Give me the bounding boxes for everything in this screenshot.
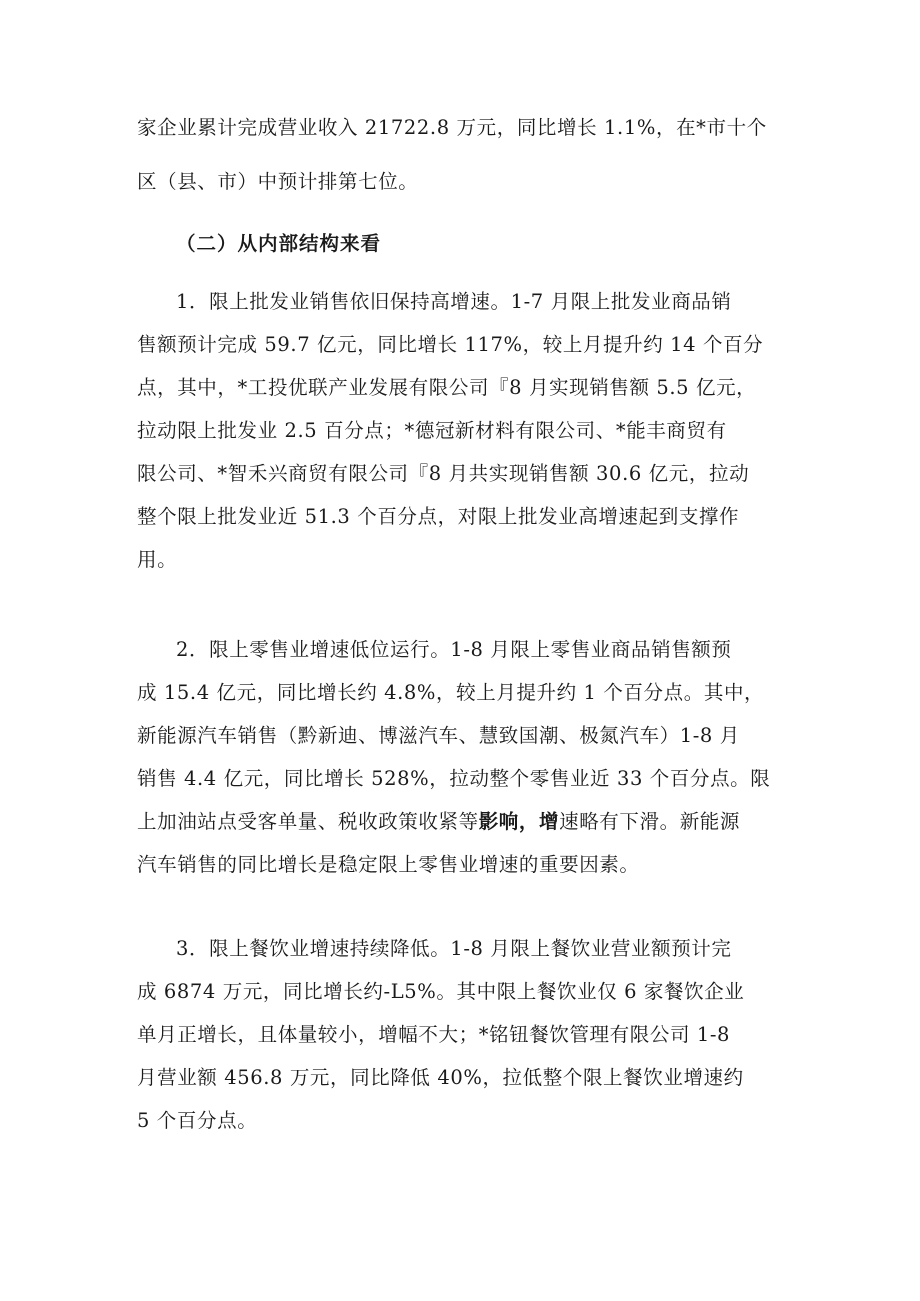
paragraph-line: 限公司、*智禾兴商贸有限公司『8 月共实现销售额 30.6 亿元，拉动 — [137, 462, 750, 485]
paragraph-line: 新能源汽车销售（黔新迪、博滋汽车、慧致国潮、极氮汽车）1-8 月 — [137, 724, 740, 747]
paragraph-line: 月营业额 456.8 万元，同比降低 40%，拉低整个限上餐饮业增速约 — [137, 1066, 744, 1089]
paragraph-line: 1．限上批发业销售依旧保持高增速。1-7 月限上批发业商品销 — [176, 290, 732, 313]
paragraph-line: 拉动限上批发业 2.5 百分点；*德冠新材料有限公司、*能丰商贸有 — [137, 419, 727, 442]
paragraph-line: 单月正增长，且体量较小，增幅不大；*铭钮餐饮管理有限公司 1-8 — [137, 1023, 731, 1046]
paragraph-line: 整个限上批发业近 51.3 个百分点，对限上批发业高增速起到支撑作 — [137, 505, 740, 528]
paragraph-line: 家企业累计完成营业收入 21722.8 万元，同比增长 1.1%，在*市十个 — [137, 116, 767, 139]
paragraph-line: 售额预计完成 59.7 亿元，同比增长 117%，较上月提升约 14 个百分 — [137, 333, 764, 356]
text-run: 上加油站点受客单量、税收政策收紧等 — [137, 810, 479, 833]
paragraph-line: 汽车销售的同比增长是稳定限上零售业增速的重要因素。 — [137, 853, 640, 876]
paragraph-line: 用。 — [137, 548, 178, 571]
paragraph-line: 3．限上餐饮业增速持续降低。1-8 月限上餐饮业营业额预计完 — [176, 937, 732, 960]
paragraph-line — [137, 808, 740, 836]
paragraph-line: 点，其中，*工投优联产业发展有限公司『8 月实现销售额 5.5 亿元， — [137, 376, 757, 399]
section-heading: （二）从内部结构来看 — [176, 232, 382, 255]
paragraph-line: 5 个百分点。 — [137, 1109, 258, 1132]
paragraph-line: 成 6874 万元，同比增长约-L5%。其中限上餐饮业仅 6 家餐饮企业 — [137, 980, 745, 1003]
bold-text-run: 影响，增 — [478, 810, 560, 833]
paragraph-line: 成 15.4 亿元，同比增长约 4.8%，较上月提升约 1 个百分点。其中， — [137, 681, 765, 704]
text-run: 速略有下滑。新能源 — [559, 810, 741, 833]
paragraph-line: 区（县、市）中预计排第七位。 — [137, 170, 419, 193]
paragraph-line: 2．限上零售业增速低位运行。1-8 月限上零售业商品销售额预 — [176, 638, 732, 661]
paragraph-line: 销售 4.4 亿元，同比增长 528%，拉动整个零售业近 33 个百分点。限 — [137, 767, 771, 790]
